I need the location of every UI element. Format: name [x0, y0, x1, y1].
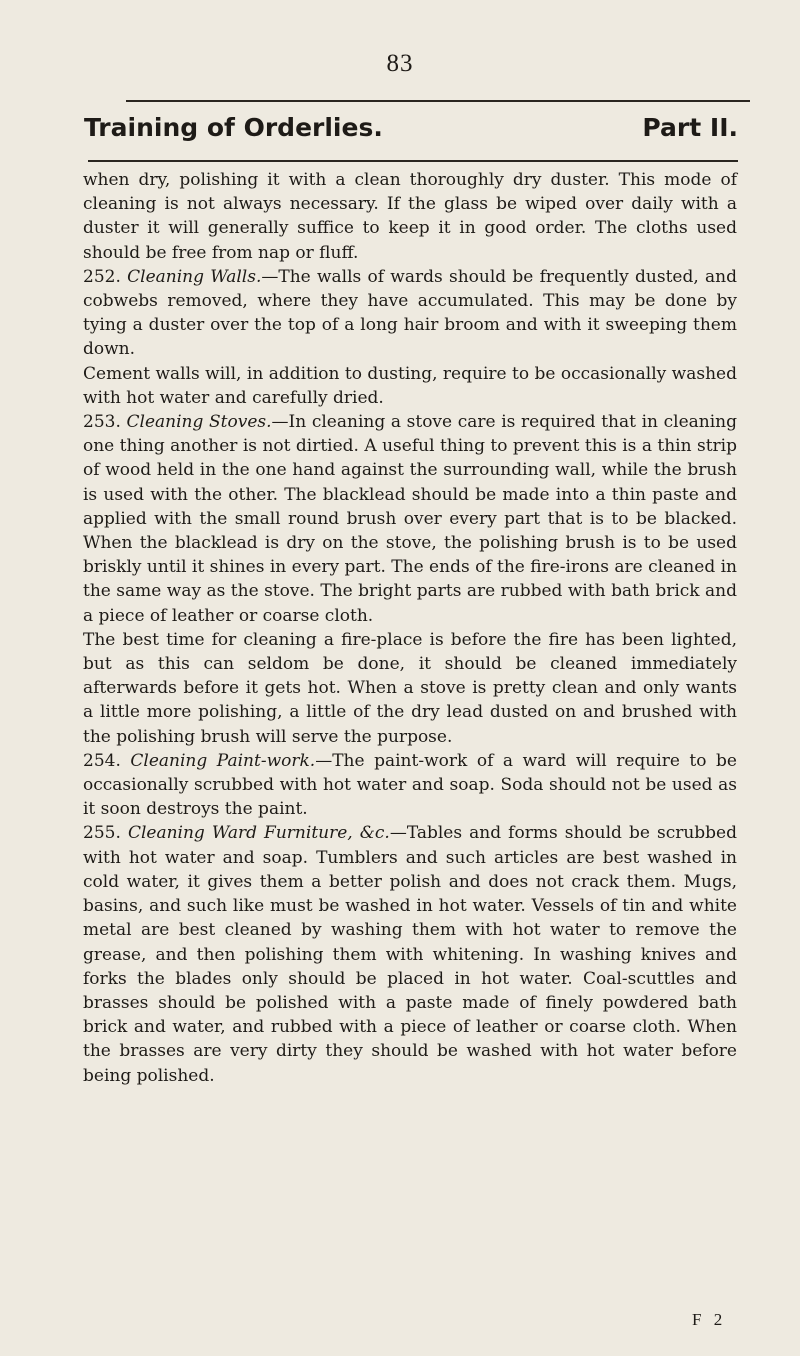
running-title: Training of Orderlies. — [84, 113, 383, 142]
paragraph-text: Cement walls will, in addition to dusting, require to be occasionally washed with hot water and carefully dried. — [83, 363, 737, 408]
header-rule-bottom — [88, 160, 738, 162]
paragraph-number: 254. — [83, 750, 121, 771]
paragraph-heading: Cleaning Paint-work. — [130, 750, 316, 771]
paragraph-252 — [83, 265, 737, 362]
paragraph-number: 253. — [83, 412, 121, 433]
paragraph-text: when dry, polishing it with a clean thoroughly dry duster. This mode of cleaning is not always necessary. If the glass be wiped over daily with a duster it will generally suffice to keep it in good order. The cloths used should be free from nap or fluff. — [83, 170, 737, 263]
signature-mark: F 2 — [692, 1310, 727, 1329]
page-number: 83 — [386, 50, 414, 77]
paragraph-heading: Cleaning Ward Furniture, &c. — [127, 823, 390, 844]
paragraph-text: —The paint-work of a ward will require to be occasionally scrubbed with hot water and soap. Soda should not be used as it soon destroys the paint. — [83, 750, 737, 820]
paragraph-number: 255. — [83, 823, 121, 844]
paragraph-continuation — [83, 168, 737, 265]
paragraph-fire-place — [83, 628, 737, 749]
body-text — [83, 168, 737, 1088]
paragraph-255 — [83, 821, 737, 1087]
paragraph-cement-walls — [83, 362, 737, 410]
paragraph-heading: Cleaning Walls. — [127, 266, 262, 287]
paragraph-number: 252. — [83, 266, 121, 287]
paragraph-text: The best time for cleaning a fire-place is before the fire has been lighted, but as this can seldom be done, it should be cleaned immediately afterwards before it gets hot. When a stove is pretty clean and only wants a little more polishing, a little of the dry lead dusted on and brushed with the polishing brush will serve the purpose. — [83, 629, 737, 747]
running-head — [84, 113, 738, 153]
paragraph-text: —Tables and forms should be scrubbed with hot water and soap. Tumblers and such articles are best washed in cold water, it gives them a better polish and does not crack them. Mugs, basins, and such like must be washed in hot water. Vessels of tin and white metal are best cleaned by washing them with hot water to remove the grease, and then polishing them with whitening. In washing knives and forks the blades only should be placed in hot water. Coal-scuttles and brasses should be polished with a paste made of finely powdered bath brick and water, and rubbed with a piece of leather or coarse cloth. When the brasses are very dirty they should be washed with hot water before being polished. — [83, 823, 737, 1086]
paragraph-heading: Cleaning Stoves. — [126, 412, 272, 433]
paragraph-254 — [83, 749, 737, 822]
paragraph-253 — [83, 410, 737, 628]
header-rule-top — [126, 100, 750, 102]
part-label: Part II. — [642, 113, 738, 142]
paragraph-text: —In cleaning a stove care is required that in cleaning one thing another is not dirtied. A useful thing to prevent this is a thin strip of wood held in the one hand against the surrounding wall, while the brush is used with the other. The blacklead should be made into a thin paste and applied with the small round brush over every part that is to be blacked. When the blacklead is dry on the stove, the polishing brush is to be used briskly until it shines in every part. The ends of the fire-irons are cleaned in the same way as the stove. The bright parts are rubbed with bath brick and a piece of leather or coarse cloth. — [83, 412, 738, 626]
paragraph-text: —The walls of wards should be frequently dusted, and cobwebs removed, where they have accumulated. This may be done by tying a duster over the top of a long hair broom and with it sweeping them down. — [83, 266, 737, 360]
